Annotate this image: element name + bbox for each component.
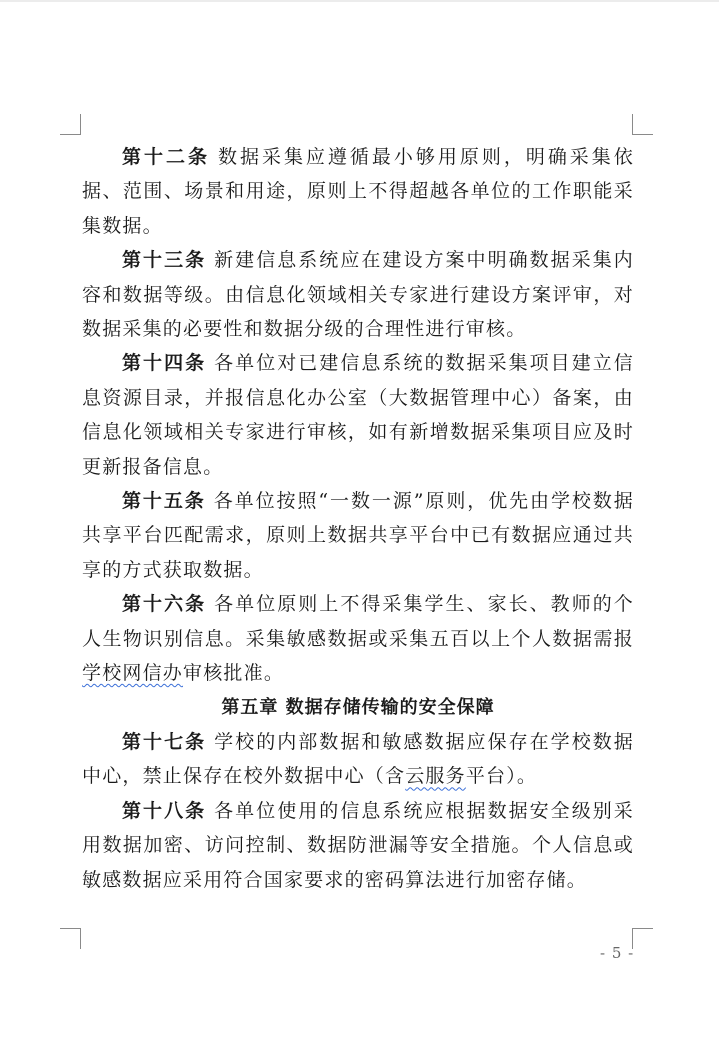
- margin-corner-mark-bottom-left: [60, 928, 81, 949]
- article-17: [82, 725, 634, 794]
- article-16: [82, 587, 634, 690]
- margin-corner-mark-top-left: [60, 114, 81, 135]
- window-top-edge: [0, 0, 719, 2]
- article-text: 各单位使用的信息系统应根据数据安全级别采用数据加密、访问控制、数据防泄漏等安全措施。个人信息或敏感数据应采用符合国家要求的密码算法进行加密存储。: [82, 799, 634, 891]
- spellcheck-marked-text[interactable]: 学校网信办: [82, 662, 184, 685]
- article-number: 第十五条: [122, 490, 206, 513]
- article-text-tail: 审核批准。: [183, 662, 285, 685]
- article-number: 第十三条: [122, 249, 207, 272]
- article-text: 学校的内部数据和敏感数据应保存在学校数据中心，禁止保存在校外数据中心（含: [82, 730, 634, 788]
- article-number: 第十六条: [122, 593, 207, 616]
- article-text: 新建信息系统应在建设方案中明确数据采集内容和数据等级。由信息化领域相关专家进行建设方案评审，对数据采集的必要性和数据分级的合理性进行审核。: [82, 249, 634, 341]
- chapter-heading: 第五章 数据存储传输的安全保障: [221, 696, 495, 718]
- article-number: 第十八条: [122, 799, 207, 822]
- article-12: [82, 140, 634, 243]
- document-body[interactable]: [82, 140, 634, 897]
- article-14: [82, 346, 634, 484]
- article-number: 第十二条: [122, 146, 210, 168]
- page-number: - 5 -: [600, 944, 635, 962]
- article-number: 第十四条: [122, 352, 207, 375]
- article-text: 各单位对已建信息系统的数据采集项目建立信息资源目录，并报信息化办公室（大数据管理中心）备案，由信息化领域相关专家进行审核，如有新增数据采集项目应及时更新报备信息。: [82, 352, 634, 478]
- article-text: 各单位按照“一数一源”原则，优先由学校数据共享平台匹配需求，原则上数据共享平台中已有数据应通过共享的方式获取数据。: [82, 490, 634, 581]
- article-13: [82, 243, 634, 346]
- margin-corner-mark-top-right: [632, 114, 653, 135]
- article-text: 各单位原则上不得采集学生、家长、教师的个人生物识别信息。采集敏感数据或采集五百以上个人数据需报: [82, 593, 634, 650]
- article-text: 数据采集应遵循最小够用原则，明确采集依据、范围、场景和用途，原则上不得超越各单位的工作职能采集数据。: [82, 146, 634, 237]
- article-text-tail: 平台）。: [465, 765, 538, 788]
- spellcheck-marked-text[interactable]: 云服务: [405, 765, 466, 788]
- article-number: 第十七条: [122, 730, 207, 753]
- article-15: [82, 484, 634, 587]
- margin-corner-mark-bottom-right: [632, 928, 653, 949]
- article-18: [82, 794, 634, 897]
